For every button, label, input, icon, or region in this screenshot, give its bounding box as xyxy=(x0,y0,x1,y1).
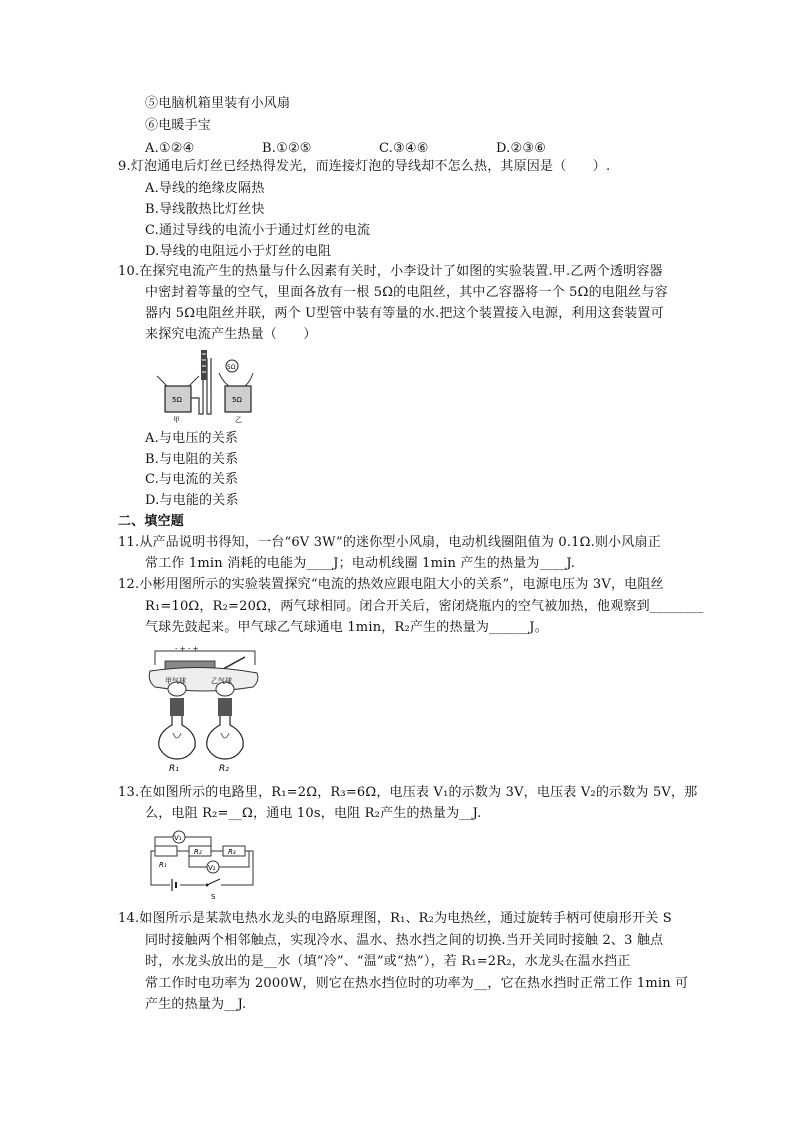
q9-stem: 9.灯泡通电后灯丝已经热得发光，而连接灯泡的导线却不怎么热，其原因是（ ）. xyxy=(118,159,611,174)
item-5: ⑤电脑机箱里装有小风扇 xyxy=(145,96,291,111)
q14-line-4: 常工作时电功率为 2000W，则它在热水挡位时的功率为__，它在热水挡时正常工作 1min 可 xyxy=(145,976,689,991)
v2-label: V₂ xyxy=(208,864,216,872)
q10-r-right-label: 5Ω xyxy=(232,396,242,404)
q13-r2-label: R₂ xyxy=(194,848,202,856)
q11-line-2: 常工作 1min 消耗的电能为____J；电动机线圈 1min 产生的热量为____J. xyxy=(145,556,576,571)
q10-line-3: 器内 5Ω电阻丝并联，两个 U型管中装有等量的水.把这个装置接入电源，利用这套装置可 xyxy=(145,306,664,321)
balloon-yi-label: 乙气球 xyxy=(211,677,232,685)
q10-figure xyxy=(155,348,260,428)
option-b: B.①②⑤ xyxy=(262,141,312,156)
q14-line-3: 时，水龙头放出的是__水（填“冷”、“温”或“热”），若 R₁=2R₂，水龙头在温水挡正 xyxy=(145,954,631,969)
q9-option-d: D.导线的电阻远小于灯丝的电阻 xyxy=(145,244,332,259)
q14-line-2: 同时接触两个相邻触点，实现冷水、温水、热水挡之间的切换.当开关同时接触 2、3 触点 xyxy=(145,933,664,948)
option-d: D.②③⑥ xyxy=(496,141,547,156)
q13-r1-label: R₁ xyxy=(159,861,167,869)
q13-line-2: 么，电阻 R₂=__Ω，通电 10s，电阻 R₂产生的热量为__J. xyxy=(145,806,482,821)
v1-label: V₁ xyxy=(174,834,182,842)
section-title: 二、填空题 xyxy=(118,514,185,529)
q12-line-3: 气球先鼓起来。甲气球乙气球通电 1min，R₂产生的热量为______J。 xyxy=(145,620,548,635)
q10-option-b: B.与电阻的关系 xyxy=(145,452,239,467)
q8-options xyxy=(145,140,613,158)
q10-line-2: 中密封着等量的空气，里面各放有一根 5Ω的电阻丝，其中乙容器将一个 5Ω的电阻丝与容 xyxy=(145,285,668,300)
option-c: C.③④⑥ xyxy=(379,141,429,156)
item-6: ⑥电暖手宝 xyxy=(145,118,212,133)
q10-line-1: 10.在探究电流产生的热量与什么因素有关时，小李设计了如图的实验装置.甲.乙两个透明容器 xyxy=(118,264,663,279)
q13-r3-label: R₃ xyxy=(228,848,236,856)
q10-option-d: D.与电能的关系 xyxy=(145,493,239,508)
q10-r-left-label: 5Ω xyxy=(172,396,182,404)
q11-line-1: 11.从产品说明书得知，一台“6V 3W”的迷你型小风扇，电动机线圈阻值为 0.1Ω.则小风扇正 xyxy=(118,535,661,550)
q10-option-a: A.与电压的关系 xyxy=(145,431,239,446)
balloon-jia-label: 甲气球 xyxy=(165,677,186,685)
q12-r1-label: R₁ xyxy=(169,764,179,773)
q10-line-4: 来探究电流产生热量（ ） xyxy=(145,327,317,342)
option-a: A.①②④ xyxy=(145,141,195,156)
svg-text:- + - +: - + - + xyxy=(175,645,199,653)
q10-r-top-label: 5Ω xyxy=(227,364,236,371)
q14-line-1: 14.如图所示是某款电热水龙头的电路原理图，R₁、R₂为电热丝，通过旋转手柄可使扇形开关 S xyxy=(118,911,672,926)
q12-line-1: 12.小彬用图所示的实验装置探究“电流的热效应跟电阻大小的关系”，电源电压为 3V，电阻丝 xyxy=(118,577,664,592)
q13-line-1: 13.在如图所示的电路里，R₁=2Ω，R₃=6Ω，电压表 V₁的示数为 3V，电压表 V₂的示数为 5V，那 xyxy=(118,785,698,800)
q9-option-a: A.导线的绝缘皮隔热 xyxy=(145,181,265,196)
q13-figure xyxy=(145,827,260,902)
q9-option-b: B.导线散热比灯丝快 xyxy=(145,202,265,217)
q9-option-c: C.通过导线的电流小于通过灯丝的电流 xyxy=(145,223,371,238)
q10-label-yi: 乙 xyxy=(235,416,242,424)
switch-label: S xyxy=(211,893,216,901)
q10-label-jia: 甲 xyxy=(173,416,180,424)
q12-r2-label: R₂ xyxy=(219,764,229,773)
q10-option-c: C.与电流的关系 xyxy=(145,472,239,487)
q12-line-2: R₁=10Ω，R₂=20Ω，两气球相同。闭合开关后，密闭烧瓶内的空气被加热，他观察到________ xyxy=(145,599,704,614)
q14-line-5: 产生的热量为__J. xyxy=(145,997,247,1012)
q12-figure xyxy=(145,643,265,773)
